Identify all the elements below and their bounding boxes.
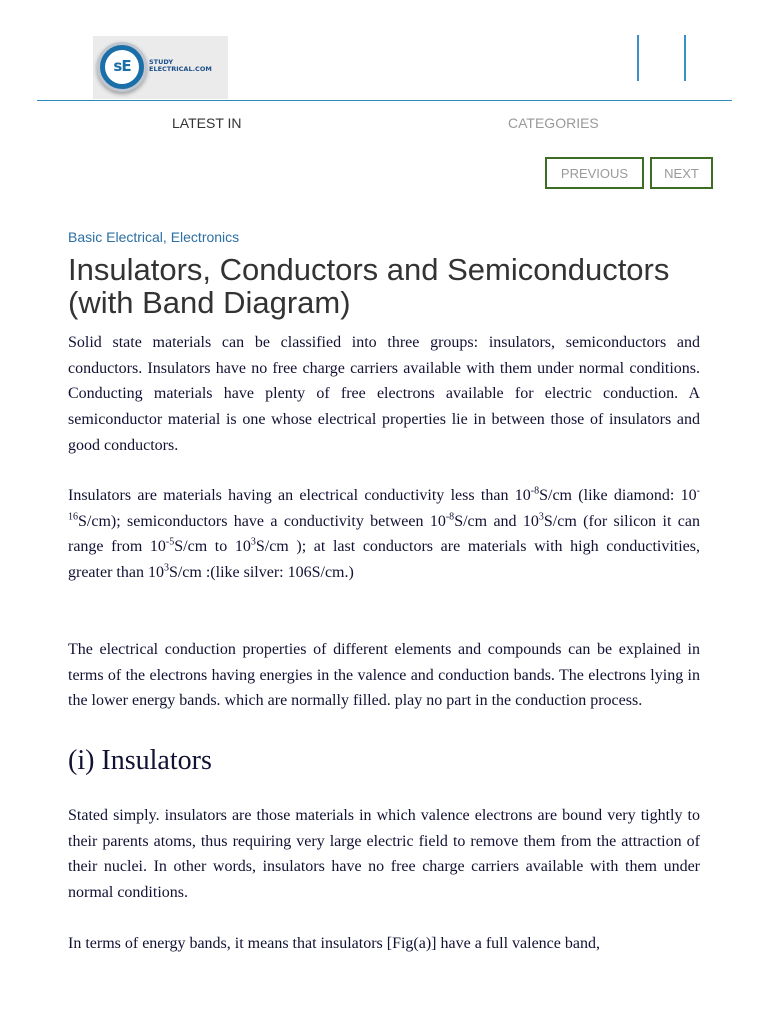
site-logo[interactable] bbox=[93, 36, 228, 99]
menu-toggle-icon[interactable] bbox=[637, 35, 639, 81]
logo-mark: sE bbox=[113, 57, 131, 75]
nav-latest-in[interactable]: LATEST IN bbox=[172, 115, 242, 131]
logo-text-line1: STUDY bbox=[149, 58, 174, 66]
next-button[interactable]: NEXT bbox=[650, 157, 713, 189]
previous-button[interactable]: PREVIOUS bbox=[545, 157, 644, 189]
nav-categories[interactable]: CATEGORIES bbox=[508, 115, 599, 131]
logo-emblem-icon bbox=[97, 42, 147, 92]
band-theory-paragraph: The electrical conduction properties of different elements and compounds can be explained in terms of the electrons having energies in the valence and conduction bands. The electrons lying in the lower energy bands. which are normally filled. play no part in the conduction process. bbox=[68, 641, 700, 710]
header-divider bbox=[37, 100, 732, 101]
conductivity-paragraph: Insulators are materials having an electrical conductivity less than $10^{-8}S/cm$ (like diamond: $10^{-16}S/cm$); semiconductors have a conductivity between $10^{-8}S/cm$ and $10^3S/cm$ (for silicon it can range from $10^{-5}S/cm$ to $10^3S/cm$ ); at last conductors are materials with high conductivities, greater than $10^3S/cm$ :(like silver: 106S/cm.) bbox=[68, 485, 701, 582]
energy-bands-paragraph: In terms of energy bands, it means that insulators [Fig(a)] have a full valence band, bbox=[68, 935, 600, 952]
insulators-paragraph: Stated simply. insulators are those materials in which valence electrons are bound very tightly to their parents atoms, thus requiring very large electric field to remove them from the attraction of their nuclei. In other words, insulators have no free charge carriers available with them under normal conditions. bbox=[68, 807, 700, 902]
logo-text-line2: ELECTRICAL.COM bbox=[149, 65, 212, 73]
intro-paragraph: Solid state materials can be classified into three groups: insulators, semiconductors and conductors. Insulators have no free charge carriers available with them under normal conditions. Conducting materials have plenty of free electrons available for electric conduction. A semiconductor material is one whose electrical properties lie in between those of insulators and good conductors. bbox=[68, 334, 700, 454]
page-title: Insulators, Conductors and Semiconductors (with Band Diagram) bbox=[68, 252, 670, 320]
section-heading-insulators: (i) Insulators bbox=[68, 745, 212, 776]
search-toggle-icon[interactable] bbox=[684, 35, 686, 81]
article-categories[interactable]: Basic Electrical, Electronics bbox=[68, 229, 240, 245]
logo-text bbox=[149, 59, 225, 73]
